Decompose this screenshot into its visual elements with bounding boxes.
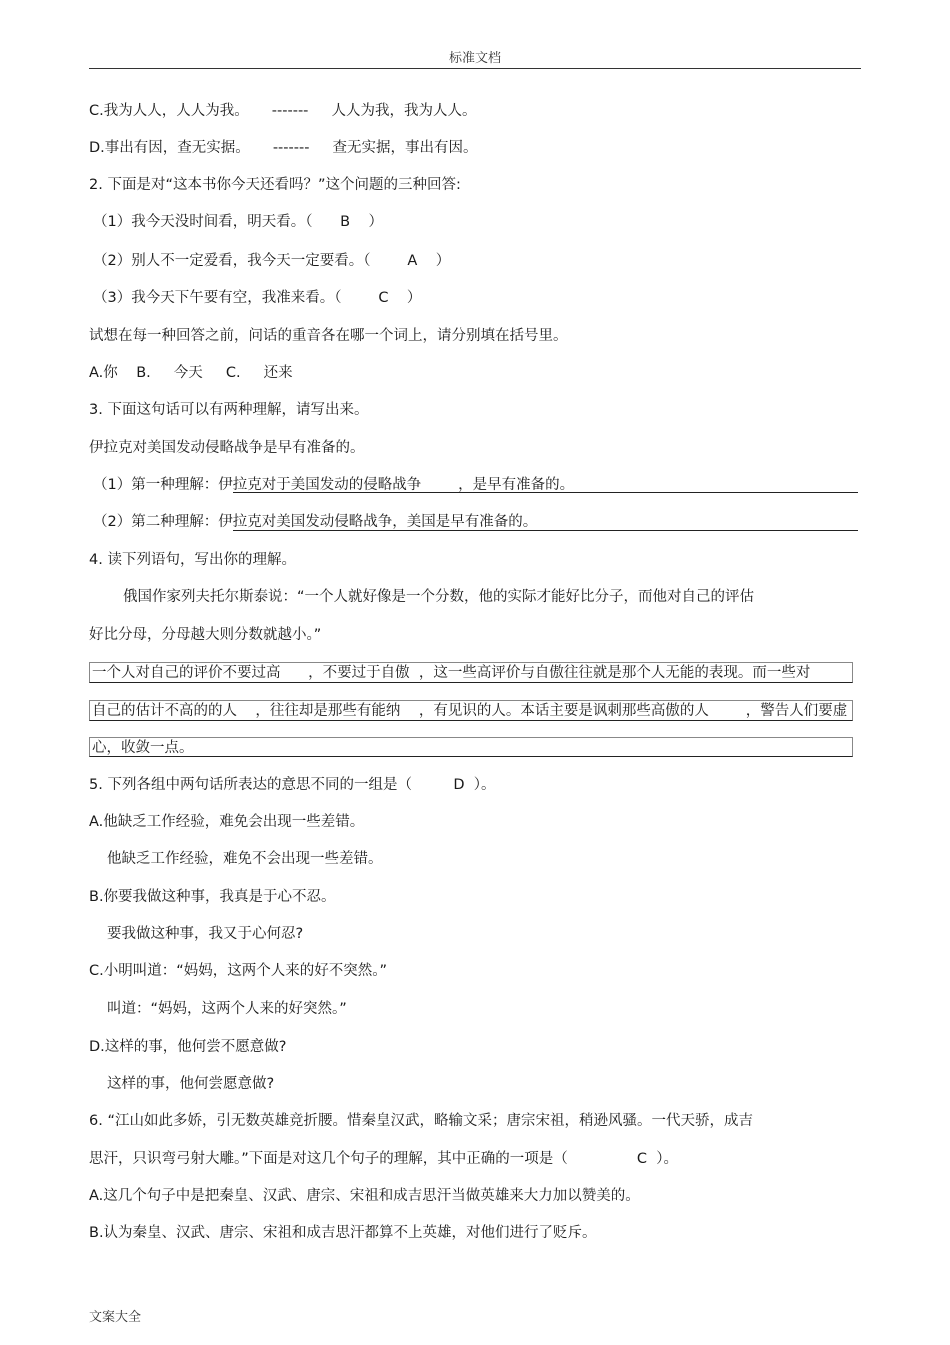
answer-text: 自己的估计不高的的人 ，往往却是那些有能纳 ，有见识的人。本话主要是讽刺那些高傲的人 ，警告人们要虚	[92, 703, 848, 719]
q5-option-c: C.小明叫道：“妈妈，这两个人来的好不突然。”	[89, 963, 388, 979]
answer-underline	[233, 530, 858, 531]
question-5: 5. 下列各组中两句话所表达的意思不同的一组是（ D ）。	[89, 777, 496, 793]
question-3-sentence: 伊拉克对美国发动侵略战争是早有准备的。	[89, 440, 365, 456]
answer-text: 心，收敛一点。	[92, 740, 194, 756]
option-d-line: D.事出有因，查无实据。 ------- 查无实据，事出有因。	[89, 140, 478, 156]
q5-option-a-2: 他缺乏工作经验，难免不会出现一些差错。	[107, 851, 383, 867]
answer-box	[89, 662, 853, 683]
q5-option-b-2: 要我做这种事，我又于心何忍?	[107, 926, 304, 942]
question-3: 3. 下面这句话可以有两种理解，请写出来。	[89, 402, 369, 418]
page-footer: 文案大全	[89, 1310, 142, 1325]
q5-option-d: D.这样的事，他何尝不愿意做?	[89, 1039, 287, 1055]
answer-1: （1）我今天没时间看，明天看。（ B ）	[93, 214, 384, 230]
q5-option-c-2: 叫道：“妈妈，这两个人来的好突然。”	[107, 1001, 347, 1017]
question-2-options: A.你 B. 今天 C. 还来	[89, 365, 293, 381]
q6-option-b: B.认为秦皇、汉武、唐宗、宋祖和成吉思汗都算不上英雄，对他们进行了贬斥。	[89, 1225, 597, 1241]
question-4: 4. 读下列语句，写出你的理解。	[89, 552, 296, 568]
question-2: 2. 下面是对“这本书你今天还看吗？”这个问题的三种回答:	[89, 177, 461, 193]
page-header: 标准文档	[448, 51, 501, 66]
question-6-cont: 思汗，只识弯弓射大雕。”下面是对这几个句子的理解，其中正确的一项是（ C ）。	[89, 1151, 678, 1167]
option-c-line: C.我为人人，人人为我。 ------- 人人为我，我为人人。	[89, 103, 477, 119]
q5-option-d-2: 这样的事，他何尝愿意做?	[107, 1076, 275, 1092]
answer-text: 一个人对自己的评价不要过高 ，不要过于自傲 ，这一些高评价与自傲往往就是那个人无能的表现。而一些对	[92, 665, 811, 681]
answer-box	[89, 737, 853, 757]
quote-line-1: 俄国作家列夫托尔斯泰说：“一个人就好像是一个分数，他的实际才能好比分子，而他对自己的评估	[123, 589, 755, 605]
answer-underline	[233, 492, 858, 493]
q5-option-b: B.你要我做这种事，我真是于心不忍。	[89, 889, 336, 905]
header-rule	[89, 68, 861, 69]
interpretation-1: （1）第一种理解：伊拉克对于美国发动的侵略战争 ，是早有准备的。	[93, 477, 575, 493]
question-2-instruction: 试想在每一种回答之前，问话的重音各在哪一个词上，请分别填在括号里。	[89, 328, 568, 344]
interpretation-2: （2）第二种理解：伊拉克对美国发动侵略战争，美国是早有准备的。	[93, 514, 538, 530]
answer-2: （2）别人不一定爱看，我今天一定要看。（ A ）	[93, 253, 451, 269]
answer-box	[89, 700, 853, 721]
q5-option-a: A.他缺乏工作经验，难免会出现一些差错。	[89, 814, 365, 830]
q6-option-a: A.这几个句子中是把秦皇、汉武、唐宗、宋祖和成吉思汗当做英雄来大力加以赞美的。	[89, 1188, 640, 1204]
answer-3: （3）我今天下午要有空，我准来看。（ C ）	[93, 290, 422, 306]
question-6: 6. “江山如此多娇，引无数英雄竞折腰。惜秦皇汉武，略输文采；唐宗宋祖，稍逊风骚。一代天骄，成吉	[89, 1113, 753, 1129]
quote-line-2: 好比分母，分母越大则分数就越小。”	[89, 627, 322, 643]
